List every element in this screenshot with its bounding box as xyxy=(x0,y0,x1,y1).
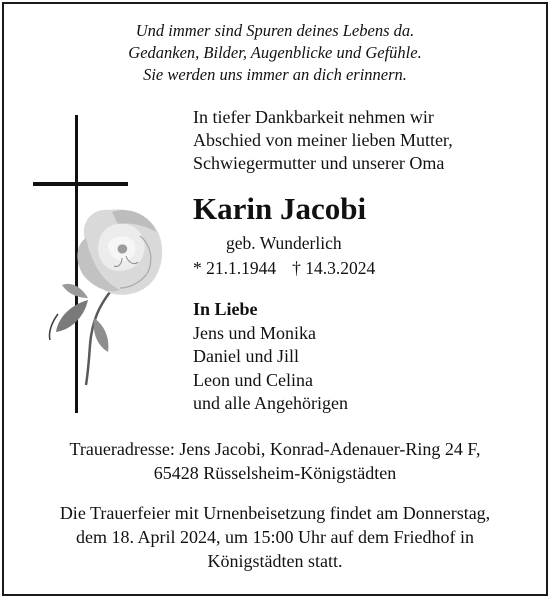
birth-date: * 21.1.1944 xyxy=(193,258,277,278)
mourners-heading: In Liebe xyxy=(193,299,258,319)
intro-line: Schwiegermutter und unserer Oma xyxy=(193,153,445,173)
ceremony-line: Die Trauerfeier mit Urnenbeisetzung findet am Donnerstag, xyxy=(59,503,491,523)
poem-line: Und immer sind Spuren deines Lebens da. xyxy=(135,21,415,40)
deceased-name: Karin Jacobi xyxy=(193,191,367,226)
rose-icon xyxy=(49,209,162,385)
mourner-name: Leon und Celina xyxy=(193,369,313,390)
birth-name: geb. Wunderlich xyxy=(226,233,342,253)
intro-line: In tiefer Dankbarkeit nehmen wir xyxy=(193,107,434,127)
ceremony-line: Königstädten statt. xyxy=(207,551,343,571)
death-date: † 14.3.2024 xyxy=(292,258,376,278)
address-line: 65428 Rüsselsheim-Königstädten xyxy=(153,463,397,483)
poem-line: Sie werden uns immer an dich erinnern. xyxy=(143,65,407,84)
mourners-list xyxy=(193,298,493,416)
address-line: Traueradresse: Jens Jacobi, Konrad-Adenauer-Ring 24 F, xyxy=(69,439,481,459)
mourner-name: Daniel und Jill xyxy=(193,346,299,366)
intro-line: Abschied von meiner lieben Mutter, xyxy=(193,130,453,150)
mourner-name: und alle Angehörigen xyxy=(193,393,348,413)
funeral-details xyxy=(0,501,550,573)
ceremony-line: dem 18. April 2024, um 15:00 Uhr auf dem Friedhof in xyxy=(76,527,474,547)
poem-line: Gedanken, Bilder, Augenblicke und Gefühle. xyxy=(128,43,422,62)
mourning-address xyxy=(0,437,550,485)
life-dates xyxy=(193,257,375,279)
intro-text xyxy=(193,106,533,175)
mourner-name: Jens und Monika xyxy=(193,322,316,343)
